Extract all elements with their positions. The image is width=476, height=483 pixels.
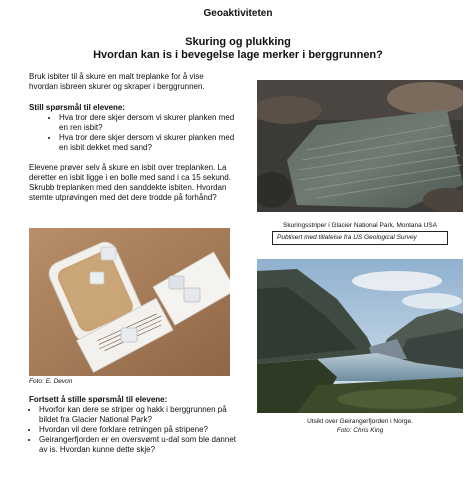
header-org: Geoaktiviteten (203, 8, 273, 19)
questions-block-2 (29, 395, 239, 455)
question-item: • Hvorfor kan dere se striper og hakk i berggrunnen på bildet fra Glacier National Park? (39, 405, 239, 425)
questions-list-2 (29, 405, 239, 455)
ice-experiment-illustration (29, 228, 230, 376)
questions-block-1 (29, 103, 239, 153)
fjord-illustration (257, 259, 463, 413)
question-item: • Geirangerfjorden er en oversvømt u-dal som ble dannet av is. Hvordan kunne dette skje? (39, 435, 239, 455)
permission-box: Publisert med tillatelse fra US Geological Survey (272, 231, 448, 245)
experiment-text: Elevene prøver selv å skure en isbit over treplanken. La deretter en isbit ligge i en bolle med sand i ca 15 sekund. Skrubb treplanken med den sanddekte isbiten. Hvordan stemte utprøvingen med det dere trodde på forhånd? (29, 163, 231, 202)
page-title (0, 36, 476, 62)
intro-text: Bruk isbiter til å skure en malt treplanke for å vise hvordan isbreen skurer og skraper i berggrunnen. (29, 72, 205, 91)
questions-list-1 (29, 113, 239, 153)
questions-heading-2: Fortsett å stille spørsmål til elevene: (29, 395, 168, 404)
title-line-2: Hvordan kan is i bevegelse lage merker i berggrunnen? (93, 49, 383, 61)
question-item: • Hva tror dere skjer dersom vi skurer planken med en ren isbit? (59, 113, 239, 133)
question-item: • Hva tror dere skjer dersom vi skurer planken med en isbit dekket med sand? (59, 133, 239, 153)
glacier-striations-illustration (257, 80, 463, 212)
fjord-photo-credit: Foto: Chris King (336, 427, 384, 434)
fjord-photo-caption: Utsikt over Geirangerfjorden i Norge. (307, 418, 413, 425)
question-item: • Hvordan vil dere forklare retningen på stripene? (39, 425, 239, 435)
glacier-photo-caption: Skuringsstriper i Glacier National Park, Montana USA (283, 222, 437, 229)
questions-heading-1: Still spørsmål til elevene: (29, 103, 126, 112)
title-line-1: Skuring og plukking (185, 36, 291, 48)
ice-experiment-photo (29, 228, 230, 376)
left-photo-credit: Foto: E. Devon (29, 378, 73, 385)
geirangerfjord-photo (257, 259, 463, 413)
glacier-striations-photo (257, 80, 463, 212)
